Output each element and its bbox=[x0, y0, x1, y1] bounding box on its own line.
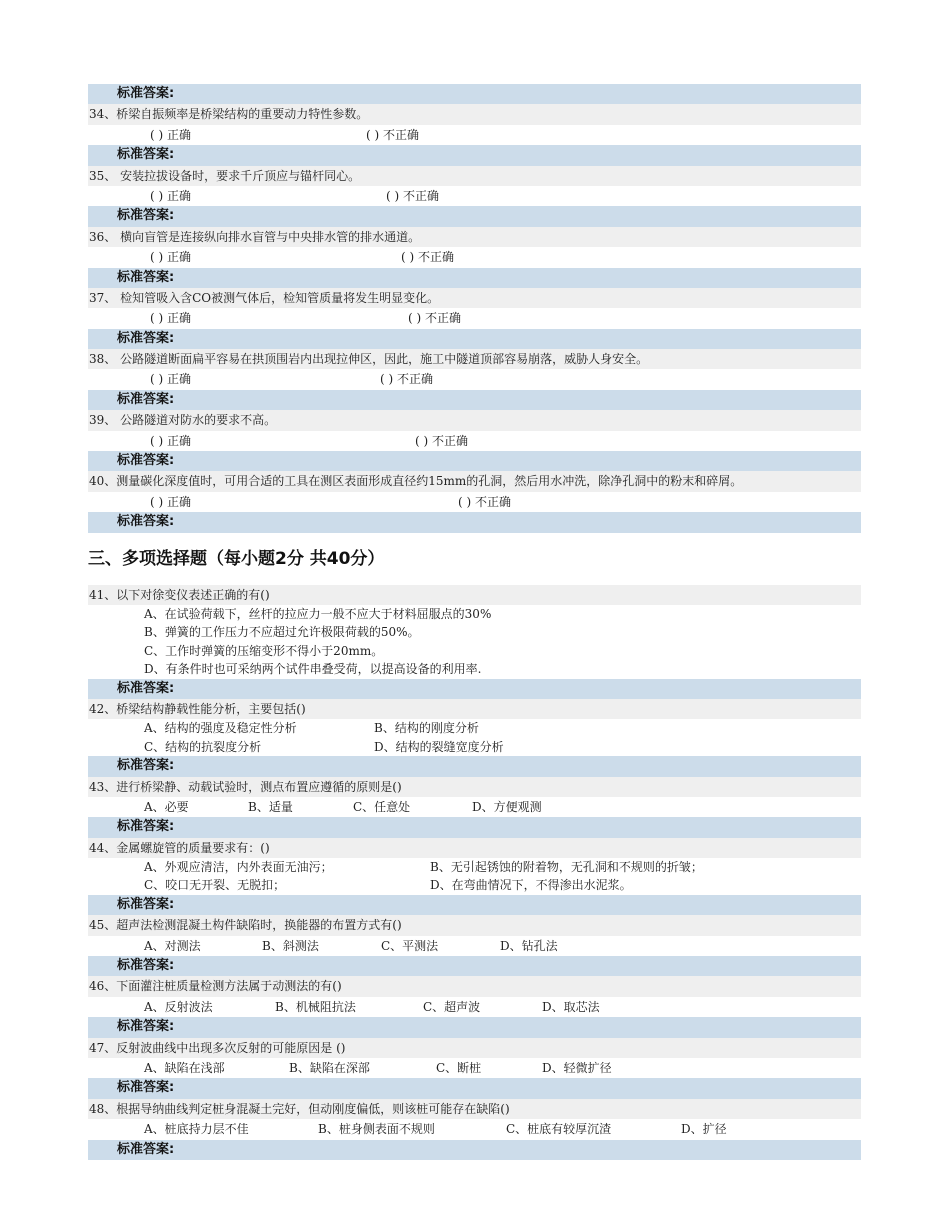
choice-option[interactable]: D、轻微扩径 bbox=[542, 1060, 612, 1075]
question-text: 42、桥梁结构静载性能分析，主要包括() bbox=[89, 701, 306, 716]
choice-option[interactable]: D、方便观测 bbox=[472, 799, 542, 814]
question-text: 40、测量碳化深度值时，可用合适的工具在测区表面形成直径约15mm的孔洞，然后用水冲洗，除净孔洞中的粉末和碎屑。 bbox=[89, 474, 743, 489]
answer-row bbox=[88, 1078, 861, 1098]
question-text: 44、金属螺旋管的质量要求有：() bbox=[89, 840, 270, 855]
question-row bbox=[88, 104, 861, 124]
question-text: 36、 横向盲管是连接纵向排水盲管与中央排水管的排水通道。 bbox=[89, 229, 421, 244]
answer-label: 标准答案: bbox=[117, 330, 175, 346]
option-true[interactable]: ( ) 正确 bbox=[150, 372, 191, 387]
choice-option[interactable]: B、无引起锈蚀的附着物，无孔洞和不规则的折皱； bbox=[430, 860, 703, 875]
choice-option[interactable]: B、缺陷在深部 bbox=[289, 1060, 370, 1075]
tf-options-row bbox=[88, 492, 861, 512]
answer-label: 标准答案: bbox=[117, 680, 175, 696]
section-title: 三、多项选择题（每小题2分 共40分） bbox=[88, 548, 385, 569]
question-row bbox=[88, 699, 861, 719]
choice-option[interactable]: A、对测法 bbox=[144, 938, 201, 953]
question-row bbox=[88, 838, 861, 858]
option-row bbox=[88, 660, 861, 678]
choice-option[interactable]: A、反射波法 bbox=[144, 999, 213, 1014]
choice-option[interactable]: C、结构的抗裂度分析 bbox=[144, 739, 262, 754]
tf-options-row bbox=[88, 369, 861, 389]
option-false[interactable]: ( ) 不正确 bbox=[401, 250, 454, 265]
choice-option[interactable]: A、桩底持力层不佳 bbox=[144, 1122, 249, 1137]
answer-row bbox=[88, 756, 861, 776]
question-text: 47、反射波曲线中出现多次反射的可能原因是 () bbox=[89, 1040, 346, 1055]
answer-row bbox=[88, 679, 861, 699]
option-row bbox=[88, 642, 861, 660]
option-row bbox=[88, 605, 861, 623]
choice-option[interactable]: C、咬口无开裂、无脱扣； bbox=[144, 878, 286, 893]
answer-label: 标准答案: bbox=[117, 86, 175, 101]
answer-label: 标准答案: bbox=[117, 269, 175, 285]
answer-row bbox=[88, 84, 861, 104]
tf-options-row bbox=[88, 125, 861, 145]
choice-option[interactable]: B、斜测法 bbox=[262, 938, 319, 953]
choice-option[interactable]: C、断桩 bbox=[436, 1060, 482, 1075]
option-row bbox=[88, 797, 861, 817]
tf-options-row bbox=[88, 186, 861, 206]
choice-option[interactable]: A、缺陷在浅部 bbox=[144, 1060, 225, 1075]
answer-label: 标准答案: bbox=[117, 896, 175, 912]
option-true[interactable]: ( ) 正确 bbox=[150, 188, 191, 203]
question-row bbox=[88, 349, 861, 369]
question-row bbox=[88, 976, 861, 996]
option-true[interactable]: ( ) 正确 bbox=[150, 433, 191, 448]
answer-row bbox=[88, 1017, 861, 1037]
choice-option[interactable]: D、在弯曲情况下，不得渗出水泥浆。 bbox=[430, 878, 632, 893]
option-false[interactable]: ( ) 不正确 bbox=[415, 433, 468, 448]
option-row bbox=[88, 719, 861, 737]
answer-row bbox=[88, 451, 861, 471]
answer-label: 标准答案: bbox=[117, 1080, 175, 1096]
question-text: 34、桥梁自振频率是桥梁结构的重要动力特性参数。 bbox=[89, 107, 369, 122]
answer-label: 标准答案: bbox=[117, 958, 175, 974]
question-row bbox=[88, 1099, 861, 1119]
choice-option[interactable]: C、超声波 bbox=[423, 999, 481, 1014]
choice-option[interactable]: C、平测法 bbox=[381, 938, 439, 953]
question-row bbox=[88, 227, 861, 247]
question-text: 35、 安装拉拔设备时，要求千斤顶应与锚杆同心。 bbox=[89, 168, 361, 183]
answer-row bbox=[88, 956, 861, 976]
choice-option[interactable]: D、扩径 bbox=[681, 1122, 727, 1137]
tf-options-row bbox=[88, 431, 861, 451]
answer-label: 标准答案: bbox=[117, 819, 175, 835]
option-row bbox=[88, 1119, 861, 1139]
choice-option[interactable]: B、机械阻抗法 bbox=[275, 999, 356, 1014]
answer-row bbox=[88, 390, 861, 410]
answer-row bbox=[88, 817, 861, 837]
option-row bbox=[88, 936, 861, 956]
question-row bbox=[88, 915, 861, 935]
answer-label: 标准答案: bbox=[117, 208, 175, 224]
answer-label: 标准答案: bbox=[117, 1141, 175, 1157]
option-true[interactable]: ( ) 正确 bbox=[150, 311, 191, 326]
question-text: 37、 检知管吸入含CO被测气体后，检知管质量将发生明显变化。 bbox=[89, 290, 440, 305]
answer-row bbox=[88, 1140, 861, 1160]
option-row bbox=[88, 876, 861, 894]
choice-option[interactable]: A、结构的强度及稳定性分析 bbox=[144, 721, 297, 736]
question-text: 39、 公路隧道对防水的要求不高。 bbox=[89, 413, 277, 428]
question-row bbox=[88, 166, 861, 186]
option-row bbox=[88, 1058, 861, 1078]
choice-option[interactable]: D、有条件时也可采纳两个试件串叠受荷，以提高设备的利用率. bbox=[144, 662, 482, 677]
tf-options-row bbox=[88, 308, 861, 328]
choice-option[interactable]: C、工作时弹簧的压缩变形不得小于20mm。 bbox=[144, 643, 384, 658]
question-text: 45、超声法检测混凝土构件缺陷时，换能器的布置方式有() bbox=[89, 918, 402, 933]
answer-row bbox=[88, 512, 861, 532]
question-row bbox=[88, 410, 861, 430]
answer-label: 标准答案: bbox=[117, 453, 175, 469]
option-false[interactable]: ( ) 不正确 bbox=[386, 188, 439, 203]
question-row bbox=[88, 288, 861, 308]
option-true[interactable]: ( ) 正确 bbox=[150, 127, 191, 142]
answer-label: 标准答案: bbox=[117, 1019, 175, 1035]
section-heading bbox=[88, 533, 861, 585]
answer-label: 标准答案: bbox=[117, 758, 175, 774]
option-row bbox=[88, 623, 861, 641]
choice-option[interactable]: B、结构的刚度分析 bbox=[374, 721, 479, 736]
choice-option[interactable]: D、结构的裂缝宽度分析 bbox=[374, 739, 504, 754]
option-row bbox=[88, 997, 861, 1017]
answer-label: 标准答案: bbox=[117, 147, 175, 163]
answer-row bbox=[88, 895, 861, 915]
choice-option[interactable]: B、弹簧的工作压力不应超过允许极限荷载的50%。 bbox=[144, 625, 420, 640]
question-text: 43、进行桥梁静、动载试验时，测点布置应遵循的原则是() bbox=[89, 779, 402, 794]
answer-label: 标准答案: bbox=[117, 391, 175, 407]
question-text: 48、根据导纳曲线判定桩身混凝土完好，但动刚度偏低，则该桩可能存在缺陷() bbox=[89, 1101, 510, 1116]
choice-option[interactable]: C、任意处 bbox=[353, 799, 411, 814]
option-false[interactable]: ( ) 不正确 bbox=[458, 494, 511, 509]
answer-row bbox=[88, 206, 861, 226]
question-row bbox=[88, 777, 861, 797]
choice-option[interactable]: A、在试验荷载下，丝杆的拉应力一般不应大于材料屈服点的30% bbox=[144, 606, 492, 621]
option-false[interactable]: ( ) 不正确 bbox=[366, 127, 419, 142]
choice-option[interactable]: A、外观应清洁，内外表面无油污； bbox=[144, 860, 333, 875]
option-false[interactable]: ( ) 不正确 bbox=[380, 372, 433, 387]
question-row bbox=[88, 585, 861, 605]
question-row bbox=[88, 471, 861, 491]
choice-option[interactable]: B、桩身侧表面不规则 bbox=[318, 1122, 435, 1137]
question-text: 46、下面灌注桩质量检测方法属于动测法的有() bbox=[89, 979, 342, 994]
option-true[interactable]: ( ) 正确 bbox=[150, 494, 191, 509]
tf-options-row bbox=[88, 247, 861, 267]
choice-option[interactable]: B、适量 bbox=[248, 799, 293, 814]
question-text: 41、以下对徐变仪表述正确的有() bbox=[89, 587, 270, 602]
choice-option[interactable]: C、桩底有较厚沉渣 bbox=[506, 1122, 612, 1137]
choice-option[interactable]: D、钻孔法 bbox=[500, 938, 558, 953]
exam-sheet bbox=[88, 84, 861, 1160]
answer-row bbox=[88, 329, 861, 349]
choice-option[interactable]: A、必要 bbox=[144, 799, 189, 814]
option-row bbox=[88, 858, 861, 876]
answer-row bbox=[88, 145, 861, 165]
question-row bbox=[88, 1038, 861, 1058]
answer-label: 标准答案: bbox=[117, 514, 175, 530]
choice-option[interactable]: D、取芯法 bbox=[542, 999, 600, 1014]
question-text: 38、 公路隧道断面扁平容易在拱顶围岩内出现拉伸区，因此，施工中隧道顶部容易崩落，威胁人身安全。 bbox=[89, 352, 649, 367]
option-row bbox=[88, 738, 861, 756]
answer-row bbox=[88, 268, 861, 288]
option-true[interactable]: ( ) 正确 bbox=[150, 250, 191, 265]
option-false[interactable]: ( ) 不正确 bbox=[408, 311, 461, 326]
